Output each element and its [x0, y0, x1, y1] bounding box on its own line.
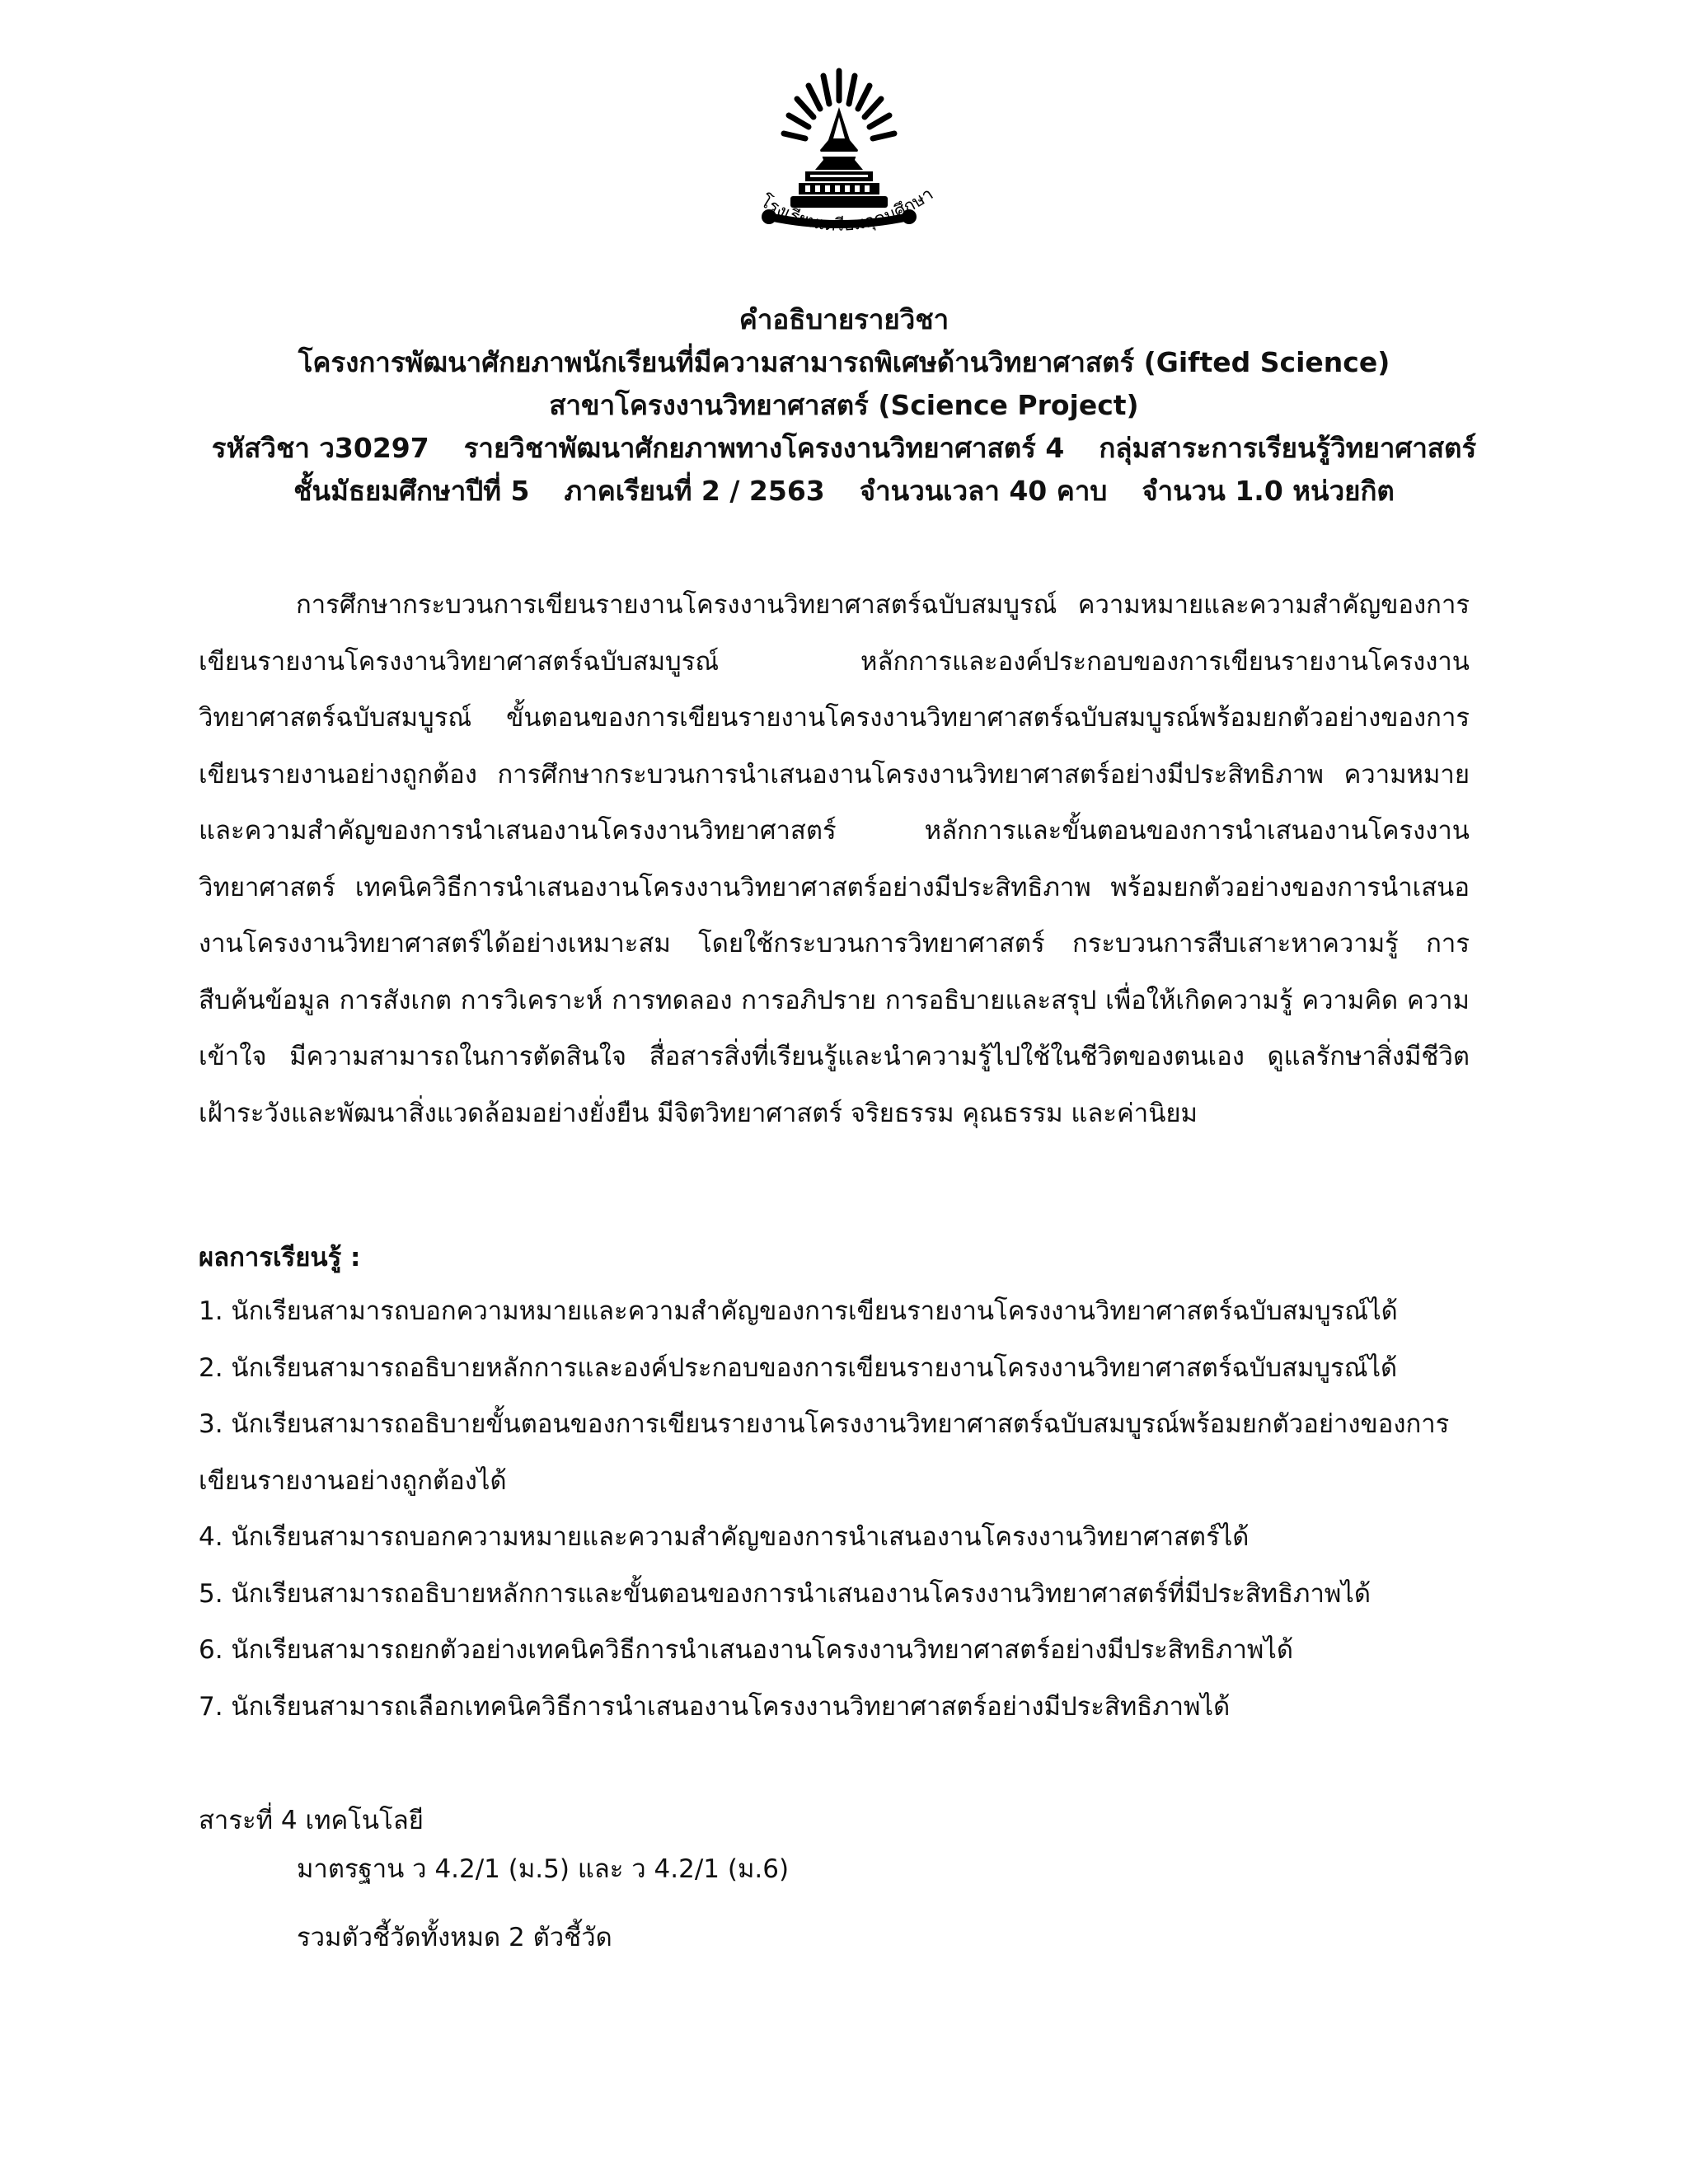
- semester: ภาคเรียนที่ 2 / 2563: [564, 475, 825, 507]
- course-credits: จำนวน 1.0 หน่วยกิต: [1142, 475, 1395, 507]
- branch-name: สาขาโครงงานวิทยาศาสตร์ (Science Project): [549, 389, 1139, 421]
- learning-outcome-item: 6. นักเรียนสามารถยกตัวอย่างเทคนิควิธีการนำเสนองานโครงงานวิทยาศาสตร์อย่างมีประสิทธิภาพได้: [199, 1635, 1294, 1665]
- logo-caption: โรงเรียนเตรียมอุดมศึกษา: [757, 184, 937, 235]
- course-hours: จำนวนเวลา 40 คาบ: [859, 475, 1108, 507]
- program-name: โครงการพัฒนาศักยภาพนักเรียนที่มีความสามารถพิเศษด้านวิทยาศาสตร์ (Gifted Science): [298, 346, 1390, 378]
- grade-level: ชั้นมัธยมศึกษาปีที่ 5: [293, 475, 530, 507]
- subject-group: กลุ่มสาระการเรียนรู้วิทยาศาสตร์: [1099, 432, 1477, 464]
- school-emblem-icon: [720, 59, 959, 274]
- course-name: รายวิชาพัฒนาศักยภาพทางโครงงานวิทยาศาสตร์ 4: [463, 432, 1065, 464]
- course-header: [165, 298, 1523, 513]
- learning-outcomes-title: ผลการเรียนรู้ :: [199, 1243, 361, 1272]
- document-title: คำอธิบายรายวิชา: [738, 303, 950, 335]
- learning-outcome-item: 5. นักเรียนสามารถอธิบายหลักการและขั้นตอนของการนำเสนองานโครงงานวิทยาศาสตร์ที่มีประสิทธิภาพได้: [199, 1578, 1372, 1609]
- course-code: รหัสวิชา ว30297: [211, 432, 429, 464]
- learning-outcome-item: 3. นักเรียนสามารถอธิบายขั้นตอนของการเขียนรายงานโครงงานวิทยาศาสตร์ฉบับสมบูรณ์พร้อมยกตัวอย่างของการเขียนรายงานอย่างถูกต้องได้: [199, 1409, 1450, 1496]
- learning-outcome-item: 7. นักเรียนสามารถเลือกเทคนิควิธีการนำเสนองานโครงงานวิทยาศาสตร์อย่างมีประสิทธิภาพได้: [199, 1691, 1231, 1722]
- course-description: การศึกษากระบวนการเขียนรายงานโครงงานวิทยาศาสตร์ฉบับสมบูรณ์ ความหมายและความสำคัญของการเขียนรายงานโครงงานวิทยาศาสตร์ฉบับสมบูรณ์ หลักการและองค์ประกอบของการเขียนรายงานโครงงานวิทยาศาสตร์ฉบับสมบูรณ์ ขั้นตอนของการเขียนรายงานโครงงานวิทยาศาสตร์ฉบับสมบูรณ์พร้อมยกตัวอย่างของการเขียนรายงานอย่างถูกต้อง การศึกษากระบวนการนำเสนองานโครงงานวิทยาศาสตร์อย่างมีประสิทธิภาพ ความหมายและความสำคัญของการนำเสนองานโครงงานวิทยาศาสตร์ หลักการและขั้นตอนของการนำเสนองานโครงงานวิทยาศาสตร์ เทคนิควิธีการนำเสนองานโครงงานวิทยาศาสตร์อย่างมีประสิทธิภาพ พร้อมยกตัวอย่างของการนำเสนองานโครงงานวิทยาศาสตร์ได้อย่างเหมาะสม โดยใช้กระบวนการวิทยาศาสตร์ กระบวนการสืบเสาะหาความรู้ การสืบค้นข้อมูล การสังเกต การวิเคราะห์ การทดลอง การอภิปราย การอธิบายและสรุป เพื่อให้เกิดความรู้ ความคิด ความเข้าใจ มีความสามารถในการตัดสินใจ สื่อสารสิ่งที่เรียนรู้และนำความรู้ไปใช้ในชีวิตของตนเอง ดูแลรักษาสิ่งมีชีวิต เฝ้าระวังและพัฒนาสิ่งแวดล้อมอย่างยั่งยืน มีจิตวิทยาศาสตร์ จริยธรรม คุณธรรม และค่านิยม: [199, 590, 1470, 1128]
- standard-text: มาตรฐาน ว 4.2/1 (ม.5) และ ว 4.2/1 (ม.6): [297, 1854, 790, 1884]
- course-meta-row: [165, 470, 1523, 513]
- course-info-row: [165, 427, 1523, 470]
- learning-outcome-item: 2. นักเรียนสามารถอธิบายหลักการและองค์ประกอบของการเขียนรายงานโครงงานวิทยาศาสตร์ฉบับสมบูรณ์ได้: [199, 1352, 1398, 1383]
- learning-outcome-item: 1. นักเรียนสามารถบอกความหมายและความสำคัญของการเขียนรายงานโครงงานวิทยาศาสตร์ฉบับสมบูรณ์ได้: [199, 1296, 1398, 1326]
- learning-outcomes-list: [199, 1283, 1484, 1735]
- strand-title: สาระที่ 4 เทคโนโลยี: [199, 1806, 424, 1835]
- learning-outcome-item: 4. นักเรียนสามารถบอกความหมายและความสำคัญของการนำเสนองานโครงงานวิทยาศาสตร์ได้: [199, 1522, 1250, 1552]
- indicator-count: รวมตัวชี้วัดทั้งหมด 2 ตัวชี้วัด: [297, 1923, 612, 1952]
